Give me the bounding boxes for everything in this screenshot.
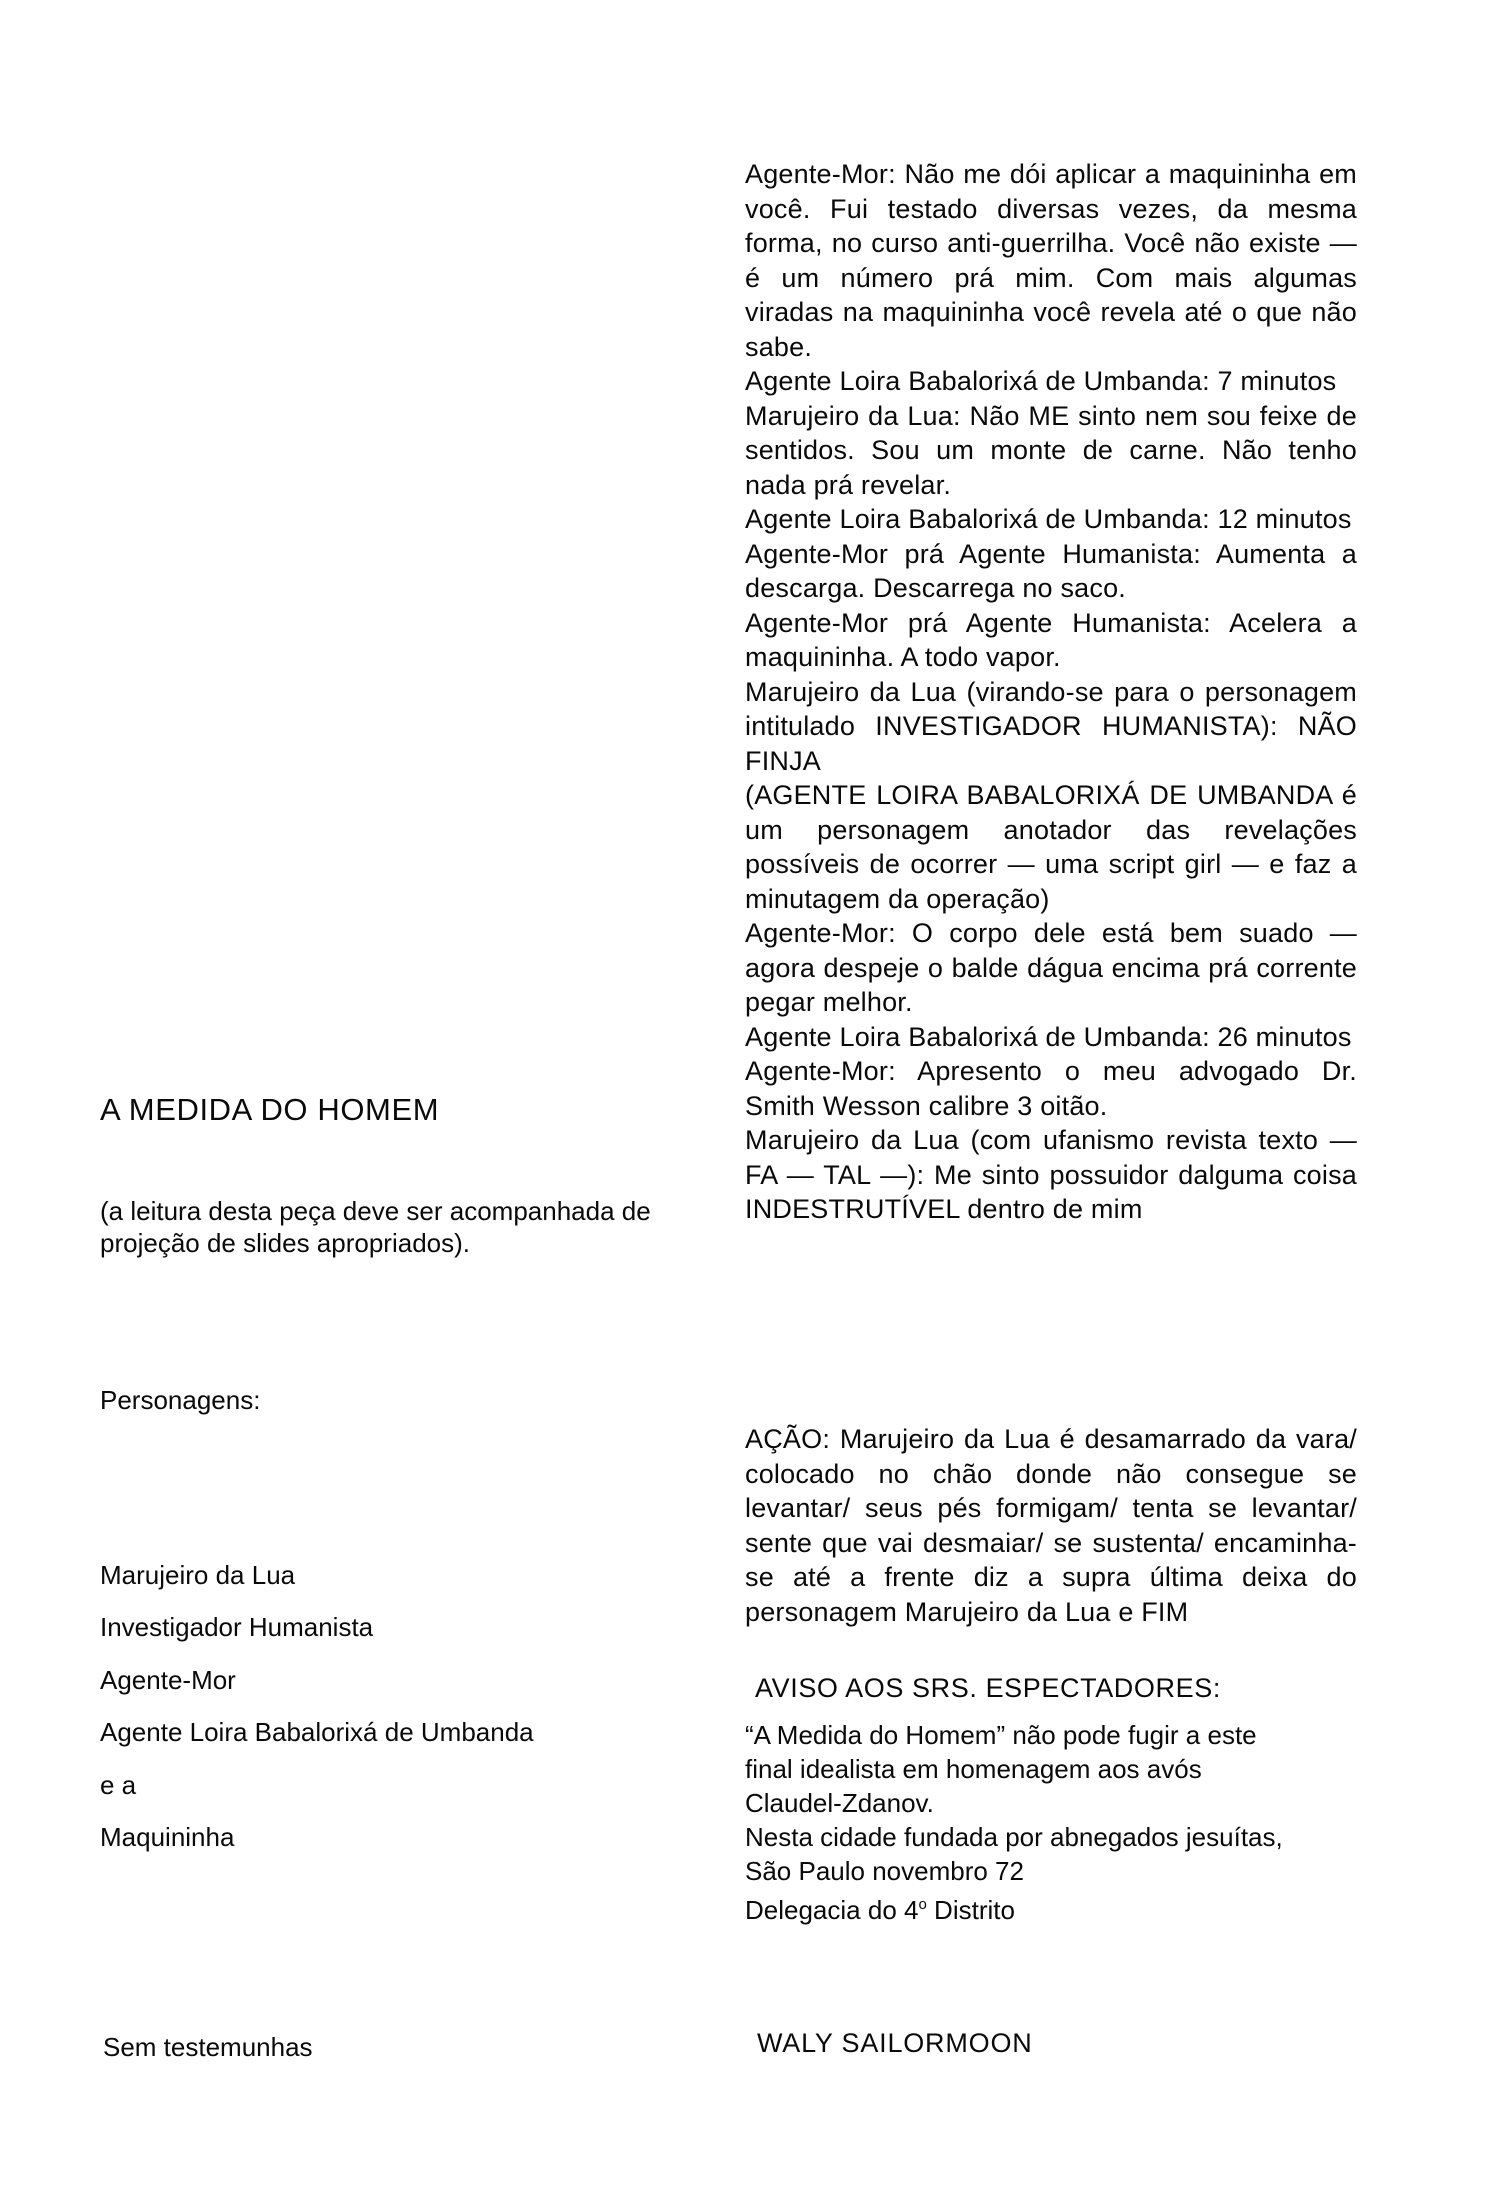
play-title: A MEDIDA DO HOMEM [100, 1092, 440, 1127]
dialogue-line: Agente Loira Babalorixá de Umbanda: 7 minutos [745, 366, 1337, 396]
notice-location-prefix: Delegacia do 4 [745, 1895, 919, 1925]
action-text: AÇÃO: Marujeiro da Lua é desamarrado da vara/ colocado no chão donde não consegue se levantar/ seus pés formigam/ tenta se levantar/ sente que vai desmaiar/ se sustenta/ encaminha-se até a frente diz a supra última deixa do personagem Marujeiro da Lua e FIM [745, 1424, 1357, 1627]
notice-location-suffix: Distrito [926, 1895, 1015, 1925]
notice-line: São Paulo novembro 72 [745, 1856, 1024, 1886]
characters-label: Personagens: [100, 1385, 261, 1415]
notice-line-location [745, 1888, 1385, 1927]
character-item: Marujeiro da Lua [100, 1560, 296, 1590]
dialogue-line: Agente-Mor prá Agente Humanista: Aumenta a descarga. Descarrega no saco. [745, 538, 1357, 603]
author-signature: WALY SAILORMOON [757, 2028, 1033, 2058]
notice-line: final idealista em homenagem aos avós [745, 1754, 1202, 1784]
footer-left-text: Sem testemunhas [103, 2032, 313, 2062]
notice-line: Nesta cidade fundada por abnegados jesuítas, [745, 1822, 1283, 1852]
dialogue-line: Agente-Mor: Apresento o meu advogado Dr. Smith Wesson calibre 3 oitão. [745, 1056, 1357, 1121]
dialogue-line: Marujeiro da Lua (com ufanismo revista texto — FA — TAL —): Me sinto possuidor dalguma coisa INDESTRUTÍVEL dentro de mim [745, 1125, 1357, 1224]
character-item: e a [100, 1770, 137, 1800]
notice-heading: AVISO AOS SRS. ESPECTADORES: [755, 1673, 1221, 1703]
dialogue-line: Agente-Mor: O corpo dele está bem suado — agora despeje o balde dágua encima prá corrente pegar melhor. [745, 918, 1357, 1017]
character-item: Agente Loira Babalorixá de Umbanda [100, 1717, 534, 1747]
dialogue-line: Agente Loira Babalorixá de Umbanda: 26 minutos [745, 1021, 1352, 1052]
dialogue-line: (AGENTE LOIRA BABALORIXÁ DE UMBANDA é um personagem anotador das revelações possíveis de ocorrer — uma script girl — e faz a minutagem da operação) [745, 780, 1357, 914]
character-item: Investigador Humanista [100, 1612, 374, 1642]
reading-note: (a leitura desta peça deve ser acompanhada de projeção de slides apropriados). [100, 1196, 651, 1258]
action-section [745, 1422, 1357, 1629]
character-item: Agente-Mor [100, 1665, 236, 1695]
dialogue-line: Agente-Mor prá Agente Humanista: Acelera a maquininha. A todo vapor. [745, 607, 1357, 672]
ordinal-indicator: o [918, 1896, 927, 1913]
character-item: Maquininha [100, 1822, 235, 1852]
notice-section [745, 1718, 1385, 1927]
dialogue-line: Agente-Mor: Não me dói aplicar a maquininha em você. Fui testado diversas vezes, da mesma forma, no curso anti-guerrilha. Você não existe — é um número prá mim. Com mais algumas viradas na maquininha você revela até o que não sabe. [745, 159, 1357, 362]
dialogue-line: Agente Loira Babalorixá de Umbanda: 12 minutos [745, 504, 1352, 534]
notice-line: “A Medida do Homem” não pode fugir a este [745, 1720, 1257, 1750]
dialogue-line: Marujeiro da Lua: Não ME sinto nem sou feixe de sentidos. Sou um monte de carne. Não tenho nada prá revelar. [745, 400, 1357, 500]
dialogue-line: Marujeiro da Lua (virando-se para o personagem intitulado INVESTIGADOR HUMANISTA): NÃO FINJA [745, 676, 1357, 776]
notice-line: Claudel-Zdanov. [745, 1788, 934, 1818]
dialogue-section [745, 157, 1357, 1227]
